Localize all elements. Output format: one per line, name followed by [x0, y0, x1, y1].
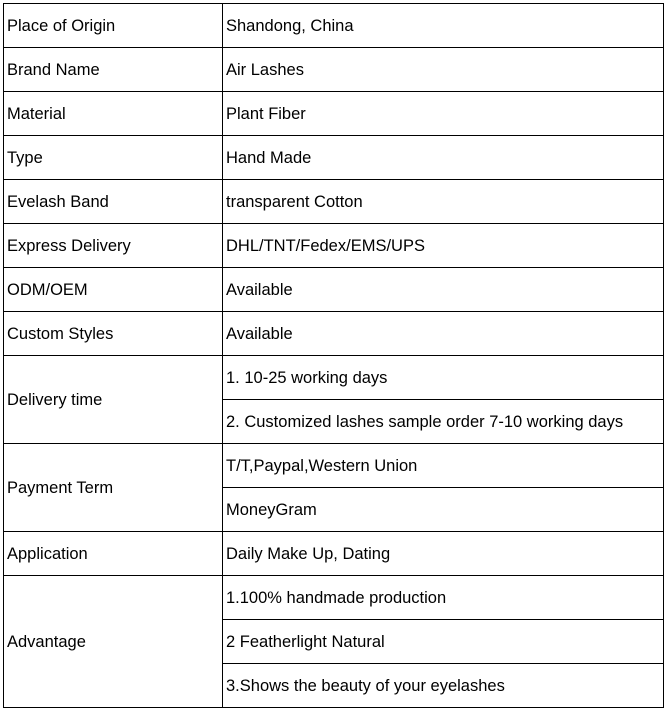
table-row — [4, 356, 664, 400]
spec-label: Payment Term — [4, 444, 223, 532]
spec-value: 2 Featherlight Natural — [223, 620, 664, 664]
spec-label: Evelash Band — [4, 180, 223, 224]
table-row — [4, 92, 664, 136]
spec-label: ODM/OEM — [4, 268, 223, 312]
spec-value: Shandong, China — [223, 4, 664, 48]
table-row — [4, 576, 664, 620]
spec-label: Application — [4, 532, 223, 576]
spec-value: T/T,Paypal,Western Union — [223, 444, 664, 488]
spec-value: 2. Customized lashes sample order 7-10 working days — [223, 400, 664, 444]
table-row — [4, 444, 664, 488]
spec-value: 1. 10-25 working days — [223, 356, 664, 400]
table-row — [4, 48, 664, 92]
table-row — [4, 224, 664, 268]
spec-label: Advantage — [4, 576, 223, 708]
spec-value: transparent Cotton — [223, 180, 664, 224]
spec-label: Type — [4, 136, 223, 180]
spec-label: Place of Origin — [4, 4, 223, 48]
spec-value: Plant Fiber — [223, 92, 664, 136]
product-spec-table — [3, 3, 664, 708]
spec-value: 3.Shows the beauty of your eyelashes — [223, 664, 664, 708]
spec-value: Available — [223, 312, 664, 356]
table-row — [4, 136, 664, 180]
spec-value: 1.100% handmade production — [223, 576, 664, 620]
spec-label: Custom Styles — [4, 312, 223, 356]
spec-label: Delivery time — [4, 356, 223, 444]
spec-value: Daily Make Up, Dating — [223, 532, 664, 576]
table-row — [4, 532, 664, 576]
spec-value: Hand Made — [223, 136, 664, 180]
table-row — [4, 4, 664, 48]
table-row — [4, 268, 664, 312]
spec-value: MoneyGram — [223, 488, 664, 532]
spec-label: Brand Name — [4, 48, 223, 92]
spec-label: Express Delivery — [4, 224, 223, 268]
spec-value: Air Lashes — [223, 48, 664, 92]
table-row — [4, 312, 664, 356]
spec-label: Material — [4, 92, 223, 136]
table-row — [4, 180, 664, 224]
spec-value: DHL/TNT/Fedex/EMS/UPS — [223, 224, 664, 268]
spec-value: Available — [223, 268, 664, 312]
